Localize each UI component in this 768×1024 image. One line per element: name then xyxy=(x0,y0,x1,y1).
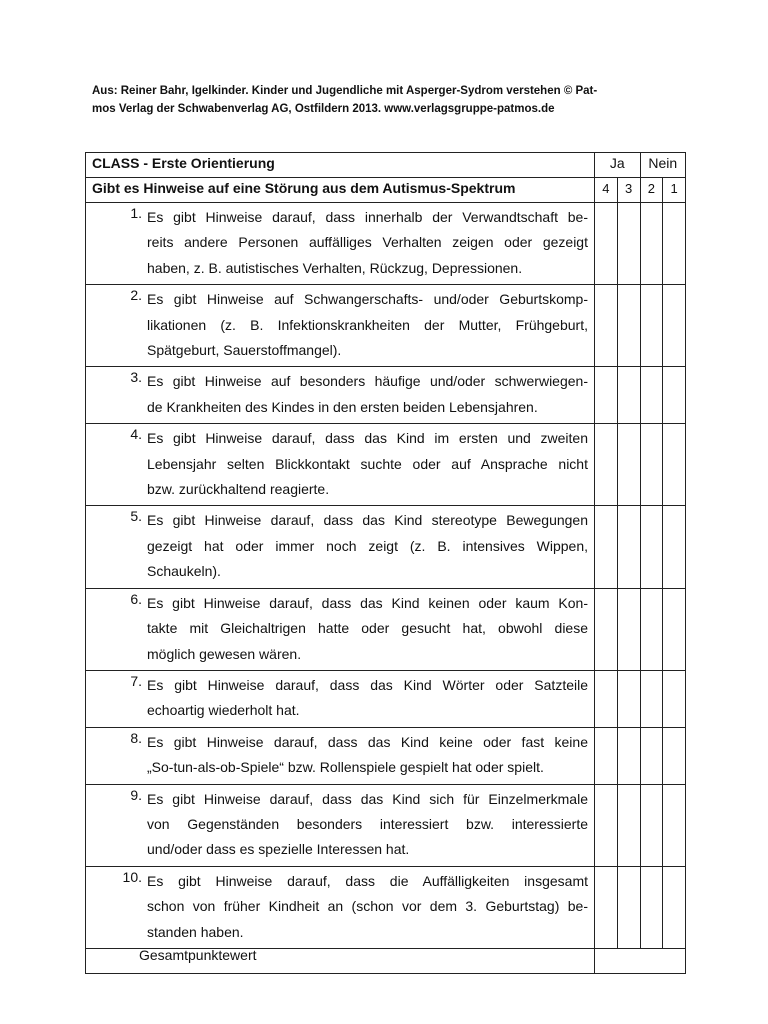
item-text xyxy=(147,730,588,781)
item-number: 6. xyxy=(130,590,142,607)
item-text-line: von Gegenständen besonders interessiert bzw. interessierte xyxy=(147,815,588,832)
item-text-cell xyxy=(86,506,595,588)
answer-cell-1[interactable] xyxy=(663,285,686,367)
item-text-line: bzw. zurückhaltend reagierte. xyxy=(147,481,330,498)
table-title: CLASS - Erste Orientierung xyxy=(86,153,595,178)
item-text-line: „So-tun-als-ob-Spiele“ bzw. Rollenspiele gespielt hat oder spielt. xyxy=(147,759,544,776)
item-statement xyxy=(92,369,588,420)
column-ja: Ja xyxy=(595,153,641,178)
item-row xyxy=(86,727,686,784)
answer-cell-3[interactable] xyxy=(617,588,640,670)
answer-cell-4[interactable] xyxy=(595,367,618,424)
item-statement xyxy=(92,591,588,667)
item-statement xyxy=(92,730,588,781)
item-text xyxy=(147,591,588,667)
item-text-line: Es gibt Hinweise darauf, dass das Kind Wörter oder Satzteile xyxy=(147,676,588,693)
item-number: 3. xyxy=(130,369,142,386)
item-text xyxy=(147,205,588,281)
answer-cell-1[interactable] xyxy=(663,506,686,588)
item-text-line: Spätgeburt, Sauerstoffmangel). xyxy=(147,342,342,359)
answer-cell-3[interactable] xyxy=(617,367,640,424)
answer-cell-2[interactable] xyxy=(640,285,663,367)
answer-cell-4[interactable] xyxy=(595,866,618,948)
answer-cell-2[interactable] xyxy=(640,588,663,670)
answer-cell-1[interactable] xyxy=(663,424,686,506)
item-text-line: Es gibt Hinweise darauf, dass das Kind stereotype Bewegungen xyxy=(147,512,588,529)
item-text-line: gezeigt hat oder immer noch zeigt (z. B. intensives Wippen, xyxy=(147,537,588,554)
item-row xyxy=(86,866,686,948)
item-text xyxy=(147,287,588,363)
item-text xyxy=(147,426,588,502)
total-value-cell[interactable] xyxy=(595,948,686,973)
item-row xyxy=(86,367,686,424)
answer-cell-1[interactable] xyxy=(663,670,686,727)
item-number: 10. xyxy=(122,868,142,885)
item-text-cell xyxy=(86,866,595,948)
item-text-cell xyxy=(86,285,595,367)
answer-cell-1[interactable] xyxy=(663,866,686,948)
item-text-line: echoartig wiederholt hat. xyxy=(147,702,300,719)
item-text-line: standen haben. xyxy=(147,923,244,940)
item-text-line: Es gibt Hinweise darauf, dass das Kind sich für Einzelmerkmale xyxy=(147,790,588,807)
item-text-cell xyxy=(86,670,595,727)
answer-cell-2[interactable] xyxy=(640,424,663,506)
item-text-line: takte mit Gleichaltrigen hatte oder gesucht hat, obwohl diese xyxy=(147,620,588,637)
score-4: 4 xyxy=(595,178,618,203)
answer-cell-4[interactable] xyxy=(595,727,618,784)
answer-cell-3[interactable] xyxy=(617,866,640,948)
item-text-line: möglich gewesen wären. xyxy=(147,645,302,662)
table-subtitle: Gibt es Hinweise auf eine Störung aus dem Autismus-Spektrum xyxy=(86,178,595,203)
answer-cell-4[interactable] xyxy=(595,670,618,727)
item-statement xyxy=(92,287,588,363)
item-text-line: Es gibt Hinweise auf besonders häufige und/oder schwerwiegen- xyxy=(147,373,588,390)
item-text-cell xyxy=(86,424,595,506)
answer-cell-2[interactable] xyxy=(640,727,663,784)
answer-cell-4[interactable] xyxy=(595,784,618,866)
item-text-line: schon von früher Kindheit an (schon vor dem 3. Geburtstag) be- xyxy=(147,898,588,915)
source-citation xyxy=(92,82,672,118)
answer-cell-2[interactable] xyxy=(640,506,663,588)
answer-cell-2[interactable] xyxy=(640,670,663,727)
item-statement xyxy=(92,673,588,724)
total-row xyxy=(86,948,686,973)
item-statement xyxy=(92,205,588,281)
score-2: 2 xyxy=(640,178,663,203)
answer-cell-2[interactable] xyxy=(640,866,663,948)
answer-cell-1[interactable] xyxy=(663,727,686,784)
answer-cell-4[interactable] xyxy=(595,506,618,588)
score-1: 1 xyxy=(663,178,686,203)
item-text-line: Lebensjahr selten Blickkontakt suchte oder auf Ansprache nicht xyxy=(147,455,588,472)
item-text-cell xyxy=(86,367,595,424)
item-text-line: Es gibt Hinweise auf Schwangerschafts- und/oder Geburtskomp- xyxy=(147,291,588,308)
item-statement xyxy=(92,426,588,502)
subheader-row xyxy=(86,178,686,203)
class-questionnaire-table xyxy=(85,152,686,974)
item-text-line: reits andere Personen auffälliges Verhalten zeigen oder gezeigt xyxy=(147,234,588,251)
item-number: 7. xyxy=(130,672,142,689)
item-row xyxy=(86,203,686,285)
answer-cell-3[interactable] xyxy=(617,727,640,784)
item-number: 8. xyxy=(130,729,142,746)
item-number: 1. xyxy=(130,205,142,221)
answer-cell-1[interactable] xyxy=(663,588,686,670)
answer-cell-1[interactable] xyxy=(663,367,686,424)
total-label-cell xyxy=(86,948,595,973)
answer-cell-2[interactable] xyxy=(640,203,663,285)
source-line-2: mos Verlag der Schwabenverlag AG, Ostfildern 2013. www.verlagsgruppe-patmos.de xyxy=(92,103,555,115)
item-text-line: Es gibt Hinweise darauf, dass die Auffälligkeiten insgesamt xyxy=(147,872,588,889)
answer-cell-4[interactable] xyxy=(595,588,618,670)
answer-cell-4[interactable] xyxy=(595,203,618,285)
item-row xyxy=(86,670,686,727)
item-row xyxy=(86,588,686,670)
total-label: Gesamtpunktewert xyxy=(139,946,257,963)
answer-cell-3[interactable] xyxy=(617,285,640,367)
item-row xyxy=(86,285,686,367)
item-text-cell xyxy=(86,727,595,784)
item-row xyxy=(86,424,686,506)
item-statement xyxy=(92,508,588,584)
header-row xyxy=(86,153,686,178)
item-text-line: Es gibt Hinweise darauf, dass das Kind keine oder fast keine xyxy=(147,733,588,750)
item-text-line: likationen (z. B. Infektionskrankheiten der Mutter, Frühgeburt, xyxy=(147,316,588,333)
item-text-line: haben, z. B. autistisches Verhalten, Rückzug, Depressionen. xyxy=(147,259,523,276)
item-text xyxy=(147,369,588,420)
item-row xyxy=(86,784,686,866)
item-statement xyxy=(92,869,588,945)
answer-cell-1[interactable] xyxy=(663,203,686,285)
answer-cell-3[interactable] xyxy=(617,203,640,285)
answer-cell-2[interactable] xyxy=(640,784,663,866)
item-row xyxy=(86,506,686,588)
item-number: 4. xyxy=(130,426,142,443)
answer-cell-4[interactable] xyxy=(595,424,618,506)
item-text-line: Es gibt Hinweise darauf, dass das Kind keinen oder kaum Kon- xyxy=(147,594,588,611)
item-text-cell xyxy=(86,203,595,285)
answer-cell-3[interactable] xyxy=(617,424,640,506)
item-number: 9. xyxy=(130,786,142,803)
answer-cell-3[interactable] xyxy=(617,784,640,866)
item-number: 5. xyxy=(130,508,142,525)
item-text xyxy=(147,673,588,724)
answer-cell-3[interactable] xyxy=(617,670,640,727)
item-text-cell xyxy=(86,588,595,670)
item-text xyxy=(147,508,588,584)
item-text xyxy=(147,787,588,863)
item-text-line: de Krankheiten des Kindes in den ersten beiden Lebensjahren. xyxy=(147,398,538,415)
column-nein: Nein xyxy=(640,153,686,178)
answer-cell-3[interactable] xyxy=(617,506,640,588)
item-number: 2. xyxy=(130,287,142,304)
item-text-line: und/oder dass es spezielle Interessen hat. xyxy=(147,841,410,858)
item-text-cell xyxy=(86,784,595,866)
source-line-1: Aus: Reiner Bahr, Igelkinder. Kinder und Jugendliche mit Asperger-Sydrom verstehen © Pat- xyxy=(92,85,598,97)
item-text xyxy=(147,869,588,945)
answer-cell-4[interactable] xyxy=(595,285,618,367)
item-text-line: Es gibt Hinweise darauf, dass das Kind im ersten und zweiten xyxy=(147,430,588,447)
score-3: 3 xyxy=(617,178,640,203)
answer-cell-1[interactable] xyxy=(663,784,686,866)
item-text-line: Schaukeln). xyxy=(147,563,221,580)
answer-cell-2[interactable] xyxy=(640,367,663,424)
item-statement xyxy=(92,787,588,863)
item-text-line: Es gibt Hinweise darauf, dass innerhalb der Verwandtschaft be- xyxy=(147,209,588,225)
